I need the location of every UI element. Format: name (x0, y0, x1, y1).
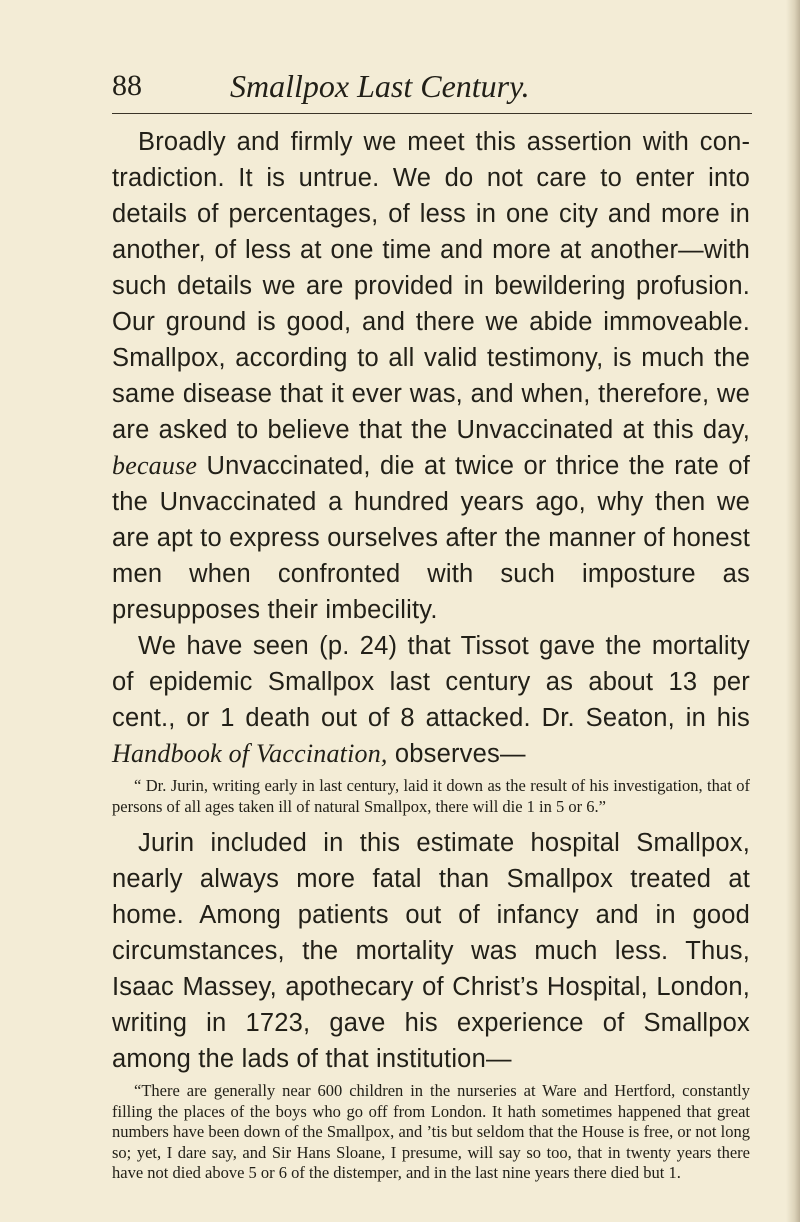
running-head (112, 62, 752, 112)
paragraph-2-end: observes— (394, 740, 526, 768)
paragraph-1-text: Broadly and firmly we meet this assertion with contradiction. It is untrue. We do not care to enter into details of percentages, of less in one city and more in another, of less at one time and more at another—with such details we are provided in bewildering profusion. Our ground is good, and there we abide immoveable. Smallpox, according to all valid testimony, is much the same disease that it ever was, and when, therefore, we are asked to believe that the Unvaccinated at this day, (112, 128, 750, 444)
paragraph-1 (112, 124, 750, 628)
page-body (112, 124, 750, 1192)
paragraph-2-text: We have seen (p. 24) that Tissot gave the mortality of epidemic Smallpox last century as about 13 per cent., or 1 death out of 8 attacked. Dr. Seaton, in his (112, 632, 750, 732)
paragraph-2-italic: Handbook of Vaccination, (112, 739, 388, 768)
header-rule (112, 113, 752, 114)
running-title: Smallpox Last Century. (230, 68, 530, 104)
quote-1: “ Dr. Jurin, writing early in last century, laid it down as the result of his investigation, that of persons of all ages taken ill of natural Smallpox, there will die 1 in 5 or 6.” (112, 776, 750, 816)
paragraph-3: Jurin included in this estimate hospital Smallpox, nearly always more fatal than Smallpox treated at home. Among patients out of infancy and in good circumstances, the mortality was much less. Thus, Isaac Massey, apothecary of Christ’s Hospital, London, writing in 1723, gave his experience of Smallpox among the lads of that institution— (112, 829, 750, 1073)
page-number: 88 (112, 69, 142, 102)
paragraph-2 (112, 628, 750, 772)
quote-2: “There are generally near 600 children in the nurseries at Ware and Hertford, constantly filling the places of the boys who go off from London. It hath sometimes happened that great numbers have been down of the Smallpox, and ’tis but seldom that the House is free, or not long so; yet, I dare say, and Sir Hans Sloane, I presume, will say so too, that in twenty years there have not died above 5 or 6 of the distemper, and in the last nine years there died but 1. (112, 1081, 750, 1182)
page-edge-shadow (786, 0, 800, 1222)
paragraph-1-italic: because (112, 451, 198, 480)
paragraph-1-end: Unvaccinated, die at twice or thrice the rate of the Unvaccinated a hundred years ago, why then we are apt to express ourselves after the manner of honest men when confronted with such imposture as presupposes their imbecility. (112, 452, 750, 624)
